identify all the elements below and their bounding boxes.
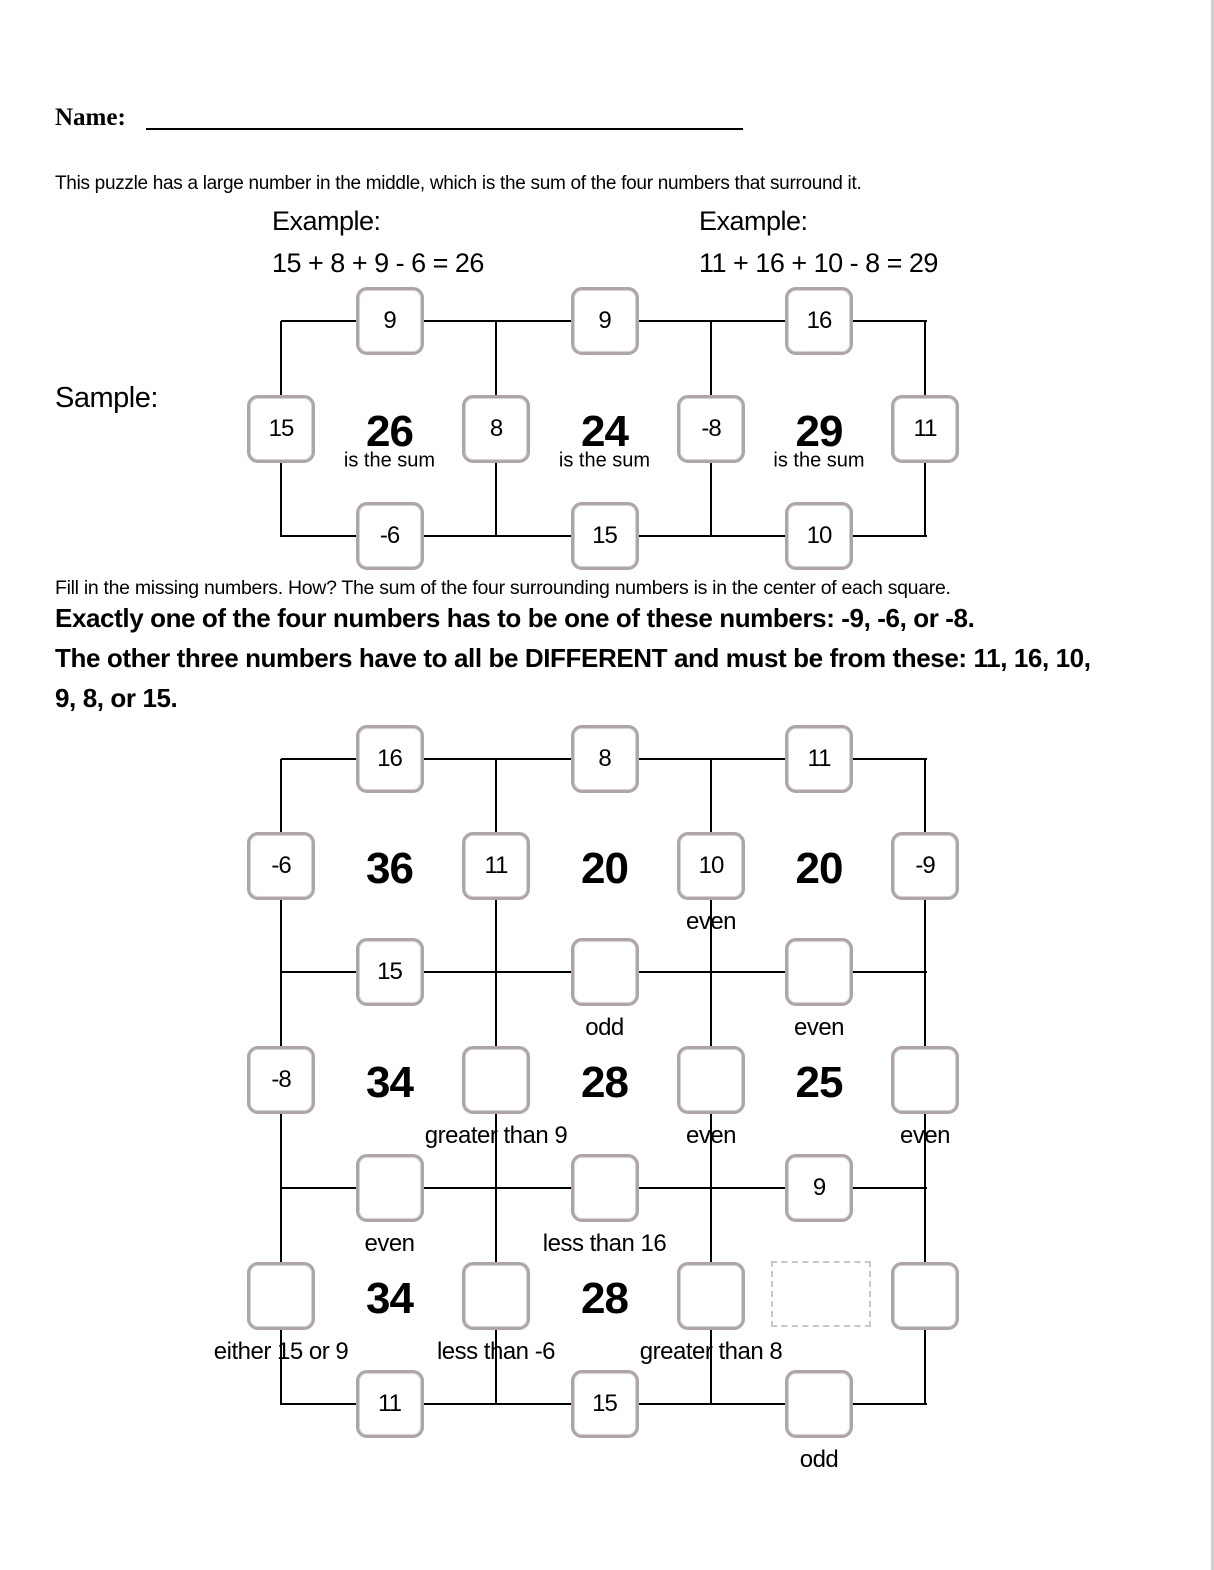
number-box: 15: [247, 395, 315, 463]
sum-number: 34: [366, 1274, 413, 1323]
sum-number: 28: [581, 1058, 628, 1107]
hint-label: even: [685, 1122, 737, 1149]
empty-answer-box[interactable]: [356, 1154, 424, 1222]
number-box: -9: [891, 832, 959, 900]
example-1-label: Example:: [272, 206, 381, 236]
sample-label: Sample:: [55, 382, 158, 414]
sum-number: 29: [795, 406, 843, 456]
hint-label: less than 16: [542, 1230, 667, 1257]
sum-number: 28: [581, 1274, 628, 1323]
number-box: 16: [356, 725, 424, 793]
number-box: 8: [571, 725, 639, 793]
number-box: 10: [785, 502, 853, 570]
rule-2: The other three numbers have to all be DIFFERENT and must be from these: 11, 16, 10,: [55, 643, 1091, 673]
hint-label: either 15 or 9: [213, 1338, 349, 1365]
hint-label: even: [899, 1122, 951, 1149]
number-box: 11: [891, 395, 959, 463]
hint-label: even: [364, 1230, 415, 1257]
number-box: 11: [356, 1370, 424, 1438]
hint-label: even: [793, 1014, 845, 1041]
empty-answer-box[interactable]: [247, 1262, 315, 1330]
example-1-equation: 15 + 8 + 9 - 6 = 26: [272, 248, 484, 278]
number-box: -8: [247, 1046, 315, 1114]
example-2-label: Example:: [699, 206, 808, 236]
sum-number: 25: [795, 1058, 843, 1107]
number-box: 9: [571, 287, 639, 355]
empty-answer-box[interactable]: [462, 1262, 530, 1330]
sum-caption: is the sum: [773, 449, 865, 471]
empty-answer-box[interactable]: [462, 1046, 530, 1114]
number-box: 15: [571, 1370, 639, 1438]
empty-answer-box[interactable]: [891, 1262, 959, 1330]
empty-answer-box[interactable]: [785, 1370, 853, 1438]
sum-number: 24: [581, 406, 628, 456]
number-box: 9: [785, 1154, 853, 1222]
sum-number: 26: [366, 406, 413, 456]
sum-number: 34: [366, 1058, 413, 1107]
empty-answer-box[interactable]: [891, 1046, 959, 1114]
hint-label: even: [685, 907, 737, 935]
number-box: 11: [462, 832, 530, 900]
empty-answer-box[interactable]: [677, 1262, 745, 1330]
sum-number: 20: [581, 843, 628, 893]
number-box: 15: [571, 502, 639, 570]
fill-in-instructions: Fill in the missing numbers. How? The sum of the four surrounding numbers is in the center of each square.: [55, 577, 951, 599]
number-box: -8: [677, 395, 745, 463]
sum-caption: is the sum: [343, 449, 436, 471]
empty-sum-box[interactable]: [771, 1261, 871, 1327]
hint-label: less than -6: [436, 1338, 556, 1365]
hint-label: greater than 9: [424, 1122, 568, 1149]
empty-answer-box[interactable]: [677, 1046, 745, 1114]
rule-3: 9, 8, or 15.: [55, 683, 178, 713]
sum-number: 36: [366, 843, 413, 893]
number-box: 15: [356, 938, 424, 1006]
number-box: -6: [247, 832, 315, 900]
hint-label: odd: [799, 1446, 839, 1473]
number-box: -6: [356, 502, 424, 570]
hint-label: greater than 8: [639, 1338, 783, 1365]
number-box: 16: [785, 287, 853, 355]
number-box: 9: [356, 287, 424, 355]
sum-caption: is the sum: [558, 449, 651, 471]
empty-answer-box[interactable]: [571, 1154, 639, 1222]
rule-1: Exactly one of the four numbers has to be one of these numbers: -9, -6, or -8.: [55, 603, 975, 633]
name-input-line[interactable]: [146, 128, 743, 130]
empty-answer-box[interactable]: [571, 938, 639, 1006]
number-box: 11: [785, 725, 853, 793]
empty-answer-box[interactable]: [785, 938, 853, 1006]
example-2-equation: 11 + 16 + 10 - 8 = 29: [699, 248, 938, 278]
name-label: Name:: [55, 104, 126, 131]
number-box: 10: [677, 832, 745, 900]
number-box: 8: [462, 395, 530, 463]
intro-text: This puzzle has a large number in the middle, which is the sum of the four numbers that surround it.: [55, 173, 862, 194]
hint-label: odd: [585, 1014, 624, 1041]
sum-number: 20: [795, 843, 843, 893]
